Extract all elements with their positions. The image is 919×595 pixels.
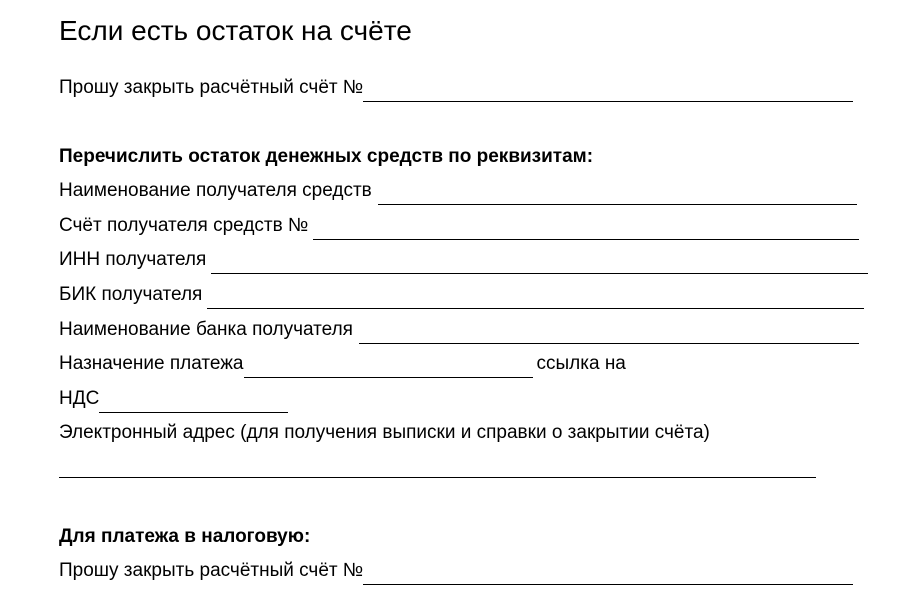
payment-purpose-suffix: ссылка на [536,353,626,374]
inn-field[interactable] [211,250,868,274]
payment-purpose-row [59,350,626,378]
bik-label: БИК получателя [59,284,203,305]
vat-label: НДС [59,388,100,409]
recipient-name-row [59,177,857,205]
bank-name-field[interactable] [359,320,859,344]
bik-field[interactable] [207,285,864,309]
vat-row [59,385,288,413]
close-account-row-2 [59,557,853,585]
account-number-field-1[interactable] [363,78,853,102]
vat-field[interactable] [99,389,288,413]
payment-purpose-label: Назначение платежа [59,353,244,374]
bank-name-row [59,316,859,344]
payment-purpose-field[interactable] [244,354,533,378]
close-account-label-1: Прошу закрыть расчётный счёт № [59,77,364,98]
transfer-heading: Перечислить остаток денежных средств по реквизитам: [59,146,594,167]
bank-name-label: Наименование банка получателя [59,319,353,340]
recipient-account-label: Счёт получателя средств № [59,215,309,236]
close-account-row-1 [59,74,853,102]
email-field[interactable] [59,453,816,478]
close-account-label-2: Прошу закрыть расчётный счёт № [59,560,364,581]
tax-heading: Для платежа в налоговую: [59,526,311,547]
document-title: Если есть остаток на счёте [59,15,412,46]
bik-row [59,281,864,309]
recipient-account-row [59,212,859,240]
recipient-name-field[interactable] [378,181,857,205]
inn-label: ИНН получателя [59,249,207,270]
recipient-account-field[interactable] [313,216,859,240]
recipient-name-label: Наименование получателя средств [59,180,372,201]
email-label: Электронный адрес (для получения выписки и справки о закрытии счёта) [59,422,710,443]
account-number-field-2[interactable] [363,561,853,585]
inn-row [59,246,868,274]
